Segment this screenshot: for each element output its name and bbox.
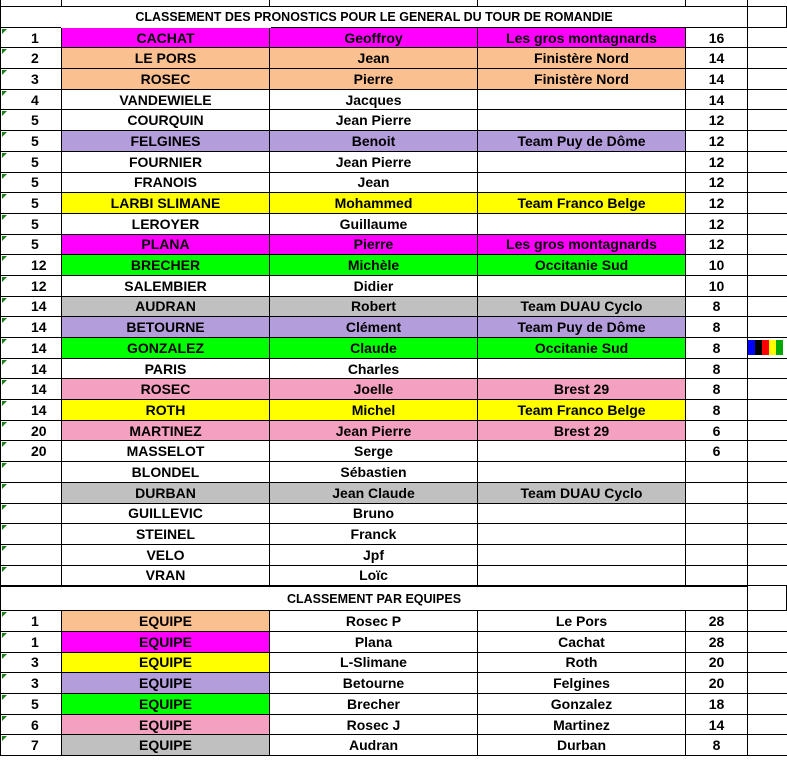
points-cell[interactable]: 12 bbox=[686, 214, 748, 235]
cell-marker-icon bbox=[2, 236, 7, 241]
team-cell[interactable] bbox=[478, 152, 686, 173]
team-cell[interactable]: Team Puy de Dôme bbox=[478, 131, 686, 152]
team-cell[interactable] bbox=[478, 359, 686, 380]
cell-marker-icon bbox=[2, 505, 7, 510]
team-label-cell[interactable]: EQUIPE bbox=[62, 715, 270, 736]
table-row bbox=[0, 462, 787, 483]
firstname-cell[interactable]: Jean bbox=[270, 173, 478, 194]
extra-cell[interactable] bbox=[748, 483, 787, 504]
points-cell[interactable] bbox=[686, 483, 748, 504]
points-cell[interactable]: 14 bbox=[686, 48, 748, 69]
cell-marker-icon bbox=[2, 695, 7, 700]
rank-cell[interactable] bbox=[0, 524, 62, 545]
points-cell[interactable]: 12 bbox=[686, 152, 748, 173]
extra-cell[interactable] bbox=[748, 28, 787, 49]
extra-cell[interactable] bbox=[748, 673, 787, 694]
member2-cell[interactable]: Cachat bbox=[478, 632, 686, 653]
extra-cell[interactable] bbox=[748, 359, 787, 380]
points-cell[interactable] bbox=[686, 504, 748, 525]
points-cell[interactable]: 8 bbox=[686, 317, 748, 338]
firstname-cell[interactable]: Franck bbox=[270, 524, 478, 545]
cell-marker-icon bbox=[2, 49, 7, 54]
team-row bbox=[0, 632, 787, 653]
rank-cell[interactable] bbox=[0, 504, 62, 525]
extra-cell[interactable] bbox=[748, 173, 787, 194]
rank-cell[interactable]: 5 bbox=[0, 214, 62, 235]
member1-cell[interactable]: L-Slimane bbox=[270, 653, 478, 674]
team-cell[interactable]: Team DUAU Cyclo bbox=[478, 483, 686, 504]
lastname-cell[interactable]: ROSEC bbox=[62, 69, 270, 90]
points-cell[interactable]: 8 bbox=[686, 359, 748, 380]
team-cell[interactable] bbox=[478, 276, 686, 297]
extra-cell[interactable] bbox=[748, 462, 787, 483]
cell-marker-icon bbox=[2, 70, 7, 75]
team-cell[interactable] bbox=[478, 462, 686, 483]
table-row bbox=[0, 193, 787, 214]
member1-cell[interactable]: Rosec J bbox=[270, 715, 478, 736]
team-row bbox=[0, 653, 787, 674]
member1-cell[interactable]: Brecher bbox=[270, 694, 478, 715]
rank-cell[interactable]: 3 bbox=[0, 69, 62, 90]
lastname-cell[interactable]: VANDEWIELE bbox=[62, 90, 270, 111]
firstname-cell[interactable]: Jpf bbox=[270, 545, 478, 566]
cell-marker-icon bbox=[2, 318, 7, 323]
team-rank-cell[interactable]: 1 bbox=[0, 632, 62, 653]
points-cell[interactable]: 10 bbox=[686, 255, 748, 276]
cell-marker-icon bbox=[2, 654, 7, 659]
rank-cell[interactable]: 5 bbox=[0, 152, 62, 173]
points-cell[interactable] bbox=[686, 524, 748, 545]
member1-cell[interactable]: Rosec P bbox=[270, 611, 478, 632]
lastname-cell[interactable]: COURQUIN bbox=[62, 110, 270, 131]
rank-cell[interactable]: 12 bbox=[0, 255, 62, 276]
table-row bbox=[0, 566, 787, 587]
cell-marker-icon bbox=[2, 546, 7, 551]
lastname-cell[interactable]: GONZALEZ bbox=[62, 338, 270, 359]
rank-cell[interactable] bbox=[0, 483, 62, 504]
points-cell[interactable]: 6 bbox=[686, 421, 748, 442]
lastname-cell[interactable]: PARIS bbox=[62, 359, 270, 380]
firstname-cell[interactable]: Charles bbox=[270, 359, 478, 380]
lastname-cell[interactable]: PLANA bbox=[62, 235, 270, 256]
lastname-cell[interactable]: MARTINEZ bbox=[62, 421, 270, 442]
team-cell[interactable]: Occitanie Sud bbox=[478, 338, 686, 359]
cell-marker-icon bbox=[2, 29, 7, 34]
ranking-table bbox=[0, 28, 787, 587]
cell-marker-icon bbox=[2, 194, 7, 199]
points-cell[interactable]: 12 bbox=[686, 235, 748, 256]
rank-cell[interactable]: 5 bbox=[0, 110, 62, 131]
team-points-cell[interactable]: 20 bbox=[686, 673, 748, 694]
table-row bbox=[0, 69, 787, 90]
sheet-title: CLASSEMENT DES PRONOSTICS POUR LE GENERAL DU TOUR DE ROMANDIE bbox=[0, 7, 748, 28]
lastname-cell[interactable]: CACHAT bbox=[62, 28, 270, 49]
rank-cell[interactable] bbox=[0, 462, 62, 483]
table-row bbox=[0, 131, 787, 152]
team-section-title: CLASSEMENT PAR EQUIPES bbox=[0, 586, 748, 611]
rank-cell[interactable]: 14 bbox=[0, 359, 62, 380]
title-row bbox=[0, 7, 787, 28]
firstname-cell[interactable]: Jean Claude bbox=[270, 483, 478, 504]
table-row bbox=[0, 421, 787, 442]
member2-cell[interactable]: Gonzalez bbox=[478, 694, 686, 715]
cell-marker-icon bbox=[2, 716, 7, 721]
rank-cell[interactable]: 14 bbox=[0, 400, 62, 421]
firstname-cell[interactable]: Loïc bbox=[270, 566, 478, 587]
table-row bbox=[0, 400, 787, 421]
rank-cell[interactable]: 20 bbox=[0, 441, 62, 462]
lastname-cell[interactable]: VELO bbox=[62, 545, 270, 566]
member2-cell[interactable]: Durban bbox=[478, 735, 686, 756]
table-row bbox=[0, 338, 787, 359]
points-cell[interactable]: 8 bbox=[686, 379, 748, 400]
table-row bbox=[0, 48, 787, 69]
firstname-cell[interactable]: Michèle bbox=[270, 255, 478, 276]
points-cell[interactable] bbox=[686, 566, 748, 587]
team-rank-cell[interactable]: 7 bbox=[0, 735, 62, 756]
lastname-cell[interactable]: LEROYER bbox=[62, 214, 270, 235]
lastname-cell[interactable]: BRECHER bbox=[62, 255, 270, 276]
team-points-cell[interactable]: 14 bbox=[686, 715, 748, 736]
team-row bbox=[0, 715, 787, 736]
firstname-cell[interactable]: Sébastien bbox=[270, 462, 478, 483]
extra-cell[interactable] bbox=[748, 214, 787, 235]
lastname-cell[interactable]: BLONDEL bbox=[62, 462, 270, 483]
rank-cell[interactable] bbox=[0, 566, 62, 587]
extra-cell[interactable] bbox=[748, 131, 787, 152]
rank-cell[interactable]: 12 bbox=[0, 276, 62, 297]
firstname-cell[interactable]: Clément bbox=[270, 317, 478, 338]
lastname-cell[interactable]: FRANOIS bbox=[62, 173, 270, 194]
team-ranking-table bbox=[0, 611, 787, 756]
extra-cell[interactable] bbox=[748, 90, 787, 111]
firstname-cell[interactable]: Jean Pierre bbox=[270, 421, 478, 442]
cell-marker-icon bbox=[2, 736, 7, 741]
firstname-cell[interactable]: Pierre bbox=[270, 235, 478, 256]
lastname-cell[interactable]: SALEMBIER bbox=[62, 276, 270, 297]
firstname-cell[interactable]: Pierre bbox=[270, 69, 478, 90]
team-points-cell[interactable]: 20 bbox=[686, 653, 748, 674]
cell-marker-icon bbox=[2, 401, 7, 406]
team-points-cell[interactable]: 28 bbox=[686, 611, 748, 632]
team-rank-cell[interactable]: 6 bbox=[0, 715, 62, 736]
cell-marker-icon bbox=[2, 215, 7, 220]
table-row bbox=[0, 359, 787, 380]
cell-marker-icon bbox=[2, 298, 7, 303]
team-cell[interactable]: Team Franco Belge bbox=[478, 400, 686, 421]
points-cell[interactable]: 16 bbox=[686, 28, 748, 49]
cell-marker-icon bbox=[2, 256, 7, 261]
member2-cell[interactable]: Le Pors bbox=[478, 611, 686, 632]
team-row bbox=[0, 611, 787, 632]
cell-marker-icon bbox=[2, 442, 7, 447]
points-cell[interactable]: 12 bbox=[686, 131, 748, 152]
cell-marker-icon bbox=[2, 463, 7, 468]
team-cell[interactable] bbox=[478, 173, 686, 194]
team-rank-cell[interactable]: 3 bbox=[0, 653, 62, 674]
extra-cell[interactable] bbox=[748, 504, 787, 525]
extra-cell[interactable] bbox=[748, 611, 787, 632]
team-cell[interactable]: Brest 29 bbox=[478, 421, 686, 442]
lastname-cell[interactable]: VRAN bbox=[62, 566, 270, 587]
team-row bbox=[0, 694, 787, 715]
lastname-cell[interactable]: ROSEC bbox=[62, 379, 270, 400]
rank-cell[interactable]: 14 bbox=[0, 379, 62, 400]
extra-cell[interactable] bbox=[748, 110, 787, 131]
team-row bbox=[0, 735, 787, 756]
table-row bbox=[0, 173, 787, 194]
points-cell[interactable]: 14 bbox=[686, 69, 748, 90]
team-cell[interactable]: Les gros montagnards bbox=[478, 235, 686, 256]
team-cell[interactable] bbox=[478, 441, 686, 462]
extra-cell[interactable] bbox=[748, 400, 787, 421]
cell-marker-icon bbox=[2, 674, 7, 679]
table-row bbox=[0, 297, 787, 318]
cell-marker-icon bbox=[2, 360, 7, 365]
firstname-cell[interactable]: Michel bbox=[270, 400, 478, 421]
cell-marker-icon bbox=[2, 91, 7, 96]
table-row bbox=[0, 317, 787, 338]
firstname-cell[interactable]: Geoffroy bbox=[270, 28, 478, 49]
table-row bbox=[0, 545, 787, 566]
member1-cell[interactable]: Audran bbox=[270, 735, 478, 756]
firstname-cell[interactable]: Joelle bbox=[270, 379, 478, 400]
rank-cell[interactable] bbox=[0, 545, 62, 566]
member2-cell[interactable]: Roth bbox=[478, 653, 686, 674]
team-rank-cell[interactable]: 5 bbox=[0, 694, 62, 715]
cell-marker-icon bbox=[2, 422, 7, 427]
team-cell[interactable] bbox=[478, 110, 686, 131]
member2-cell[interactable]: Felgines bbox=[478, 673, 686, 694]
table-row bbox=[0, 214, 787, 235]
lastname-cell[interactable]: BETOURNE bbox=[62, 317, 270, 338]
extra-cell[interactable] bbox=[748, 48, 787, 69]
extra-cell[interactable] bbox=[748, 694, 787, 715]
table-row bbox=[0, 379, 787, 400]
firstname-cell[interactable]: Didier bbox=[270, 276, 478, 297]
rank-cell[interactable]: 5 bbox=[0, 173, 62, 194]
extra-cell[interactable] bbox=[748, 545, 787, 566]
cell-marker-icon bbox=[2, 484, 7, 489]
firstname-cell[interactable]: Claude bbox=[270, 338, 478, 359]
cell-marker-icon bbox=[2, 633, 7, 638]
lastname-cell[interactable]: FELGINES bbox=[62, 131, 270, 152]
team-cell[interactable]: Occitanie Sud bbox=[478, 255, 686, 276]
extra-cell[interactable] bbox=[748, 379, 787, 400]
rank-cell[interactable]: 14 bbox=[0, 297, 62, 318]
team-cell[interactable] bbox=[478, 214, 686, 235]
member2-cell[interactable]: Martinez bbox=[478, 715, 686, 736]
points-cell[interactable] bbox=[686, 545, 748, 566]
team-cell[interactable]: Les gros montagnards bbox=[478, 28, 686, 49]
rank-cell[interactable]: 2 bbox=[0, 48, 62, 69]
team-cell[interactable]: Brest 29 bbox=[478, 379, 686, 400]
extra-cell[interactable] bbox=[748, 152, 787, 173]
extra-cell[interactable] bbox=[748, 338, 787, 359]
extra-cell[interactable] bbox=[748, 193, 787, 214]
extra-cell[interactable] bbox=[748, 735, 787, 756]
points-cell[interactable]: 8 bbox=[686, 338, 748, 359]
table-row bbox=[0, 255, 787, 276]
firstname-cell[interactable]: Jean Pierre bbox=[270, 110, 478, 131]
team-cell[interactable]: Team DUAU Cyclo bbox=[478, 297, 686, 318]
lastname-cell[interactable]: STEINEL bbox=[62, 524, 270, 545]
team-row bbox=[0, 673, 787, 694]
extra-cell[interactable] bbox=[748, 69, 787, 90]
team-section-header bbox=[0, 586, 787, 611]
extra-cell[interactable] bbox=[748, 653, 787, 674]
rank-cell[interactable]: 14 bbox=[0, 317, 62, 338]
extra-cell[interactable] bbox=[748, 715, 787, 736]
cell-marker-icon bbox=[2, 339, 7, 344]
team-cell[interactable] bbox=[478, 90, 686, 111]
points-cell[interactable] bbox=[686, 462, 748, 483]
flag-icon bbox=[748, 340, 783, 355]
cell-marker-icon bbox=[2, 111, 7, 116]
table-row bbox=[0, 441, 787, 462]
team-points-cell[interactable]: 28 bbox=[686, 632, 748, 653]
team-label-cell[interactable]: EQUIPE bbox=[62, 735, 270, 756]
extra-cell[interactable] bbox=[748, 566, 787, 587]
cell-marker-icon bbox=[2, 153, 7, 158]
firstname-cell[interactable]: Jacques bbox=[270, 90, 478, 111]
points-cell[interactable]: 12 bbox=[686, 173, 748, 194]
cell-marker-icon bbox=[2, 567, 7, 572]
points-cell[interactable]: 12 bbox=[686, 110, 748, 131]
points-cell[interactable]: 12 bbox=[686, 193, 748, 214]
cell-marker-icon bbox=[2, 380, 7, 385]
firstname-cell[interactable]: Jean Pierre bbox=[270, 152, 478, 173]
points-cell[interactable]: 6 bbox=[686, 441, 748, 462]
team-cell[interactable]: Team Puy de Dôme bbox=[478, 317, 686, 338]
lastname-cell[interactable]: ROTH bbox=[62, 400, 270, 421]
team-points-cell[interactable]: 8 bbox=[686, 735, 748, 756]
firstname-cell[interactable]: Guillaume bbox=[270, 214, 478, 235]
team-cell[interactable] bbox=[478, 545, 686, 566]
team-cell[interactable]: Team Franco Belge bbox=[478, 193, 686, 214]
team-cell[interactable]: Finistère Nord bbox=[478, 48, 686, 69]
firstname-cell[interactable]: Mohammed bbox=[270, 193, 478, 214]
cell-marker-icon bbox=[2, 132, 7, 137]
table-row bbox=[0, 235, 787, 256]
table-row bbox=[0, 483, 787, 504]
team-cell[interactable] bbox=[478, 566, 686, 587]
extra-cell[interactable] bbox=[748, 441, 787, 462]
extra-cell[interactable] bbox=[748, 297, 787, 318]
team-label-cell[interactable]: EQUIPE bbox=[62, 632, 270, 653]
points-cell[interactable]: 8 bbox=[686, 297, 748, 318]
table-row bbox=[0, 152, 787, 173]
member1-cell[interactable]: Betourne bbox=[270, 673, 478, 694]
lastname-cell[interactable]: LARBI SLIMANE bbox=[62, 193, 270, 214]
extra-cell[interactable] bbox=[748, 276, 787, 297]
table-row bbox=[0, 524, 787, 545]
points-cell[interactable]: 10 bbox=[686, 276, 748, 297]
rank-cell[interactable]: 20 bbox=[0, 421, 62, 442]
rank-cell[interactable]: 14 bbox=[0, 338, 62, 359]
extra-cell[interactable] bbox=[748, 524, 787, 545]
team-cell[interactable]: Finistère Nord bbox=[478, 69, 686, 90]
table-row bbox=[0, 90, 787, 111]
table-row bbox=[0, 504, 787, 525]
lastname-cell[interactable]: LE PORS bbox=[62, 48, 270, 69]
table-row bbox=[0, 110, 787, 131]
firstname-cell[interactable]: Bruno bbox=[270, 504, 478, 525]
member1-cell[interactable]: Plana bbox=[270, 632, 478, 653]
cell-marker-icon bbox=[2, 525, 7, 530]
rank-cell[interactable]: 1 bbox=[0, 28, 62, 49]
firstname-cell[interactable]: Robert bbox=[270, 297, 478, 318]
team-points-cell[interactable]: 18 bbox=[686, 694, 748, 715]
team-cell[interactable] bbox=[478, 504, 686, 525]
extra-cell[interactable] bbox=[748, 632, 787, 653]
team-label-cell[interactable]: EQUIPE bbox=[62, 611, 270, 632]
rank-cell[interactable]: 5 bbox=[0, 193, 62, 214]
table-row bbox=[0, 28, 787, 49]
rank-cell[interactable]: 4 bbox=[0, 90, 62, 111]
cell-marker-icon bbox=[2, 612, 7, 617]
firstname-cell[interactable]: Benoit bbox=[270, 131, 478, 152]
team-rank-cell[interactable]: 3 bbox=[0, 673, 62, 694]
team-cell[interactable] bbox=[478, 524, 686, 545]
team-label-cell[interactable]: EQUIPE bbox=[62, 653, 270, 674]
lastname-cell[interactable]: MASSELOT bbox=[62, 441, 270, 462]
team-rank-cell[interactable]: 1 bbox=[0, 611, 62, 632]
extra-cell[interactable] bbox=[748, 255, 787, 276]
lastname-cell[interactable]: AUDRAN bbox=[62, 297, 270, 318]
extra-cell[interactable] bbox=[748, 317, 787, 338]
firstname-cell[interactable]: Serge bbox=[270, 441, 478, 462]
table-row bbox=[0, 276, 787, 297]
cell-marker-icon bbox=[2, 174, 7, 179]
points-cell[interactable]: 8 bbox=[686, 400, 748, 421]
extra-cell[interactable] bbox=[748, 235, 787, 256]
team-label-cell[interactable]: EQUIPE bbox=[62, 694, 270, 715]
top-border bbox=[0, 0, 787, 7]
points-cell[interactable]: 14 bbox=[686, 90, 748, 111]
team-label-cell[interactable]: EQUIPE bbox=[62, 673, 270, 694]
extra-cell[interactable] bbox=[748, 421, 787, 442]
lastname-cell[interactable]: DURBAN bbox=[62, 483, 270, 504]
rank-cell[interactable]: 5 bbox=[0, 131, 62, 152]
lastname-cell[interactable]: GUILLEVIC bbox=[62, 504, 270, 525]
lastname-cell[interactable]: FOURNIER bbox=[62, 152, 270, 173]
cell-marker-icon bbox=[2, 277, 7, 282]
firstname-cell[interactable]: Jean bbox=[270, 48, 478, 69]
rank-cell[interactable]: 5 bbox=[0, 235, 62, 256]
